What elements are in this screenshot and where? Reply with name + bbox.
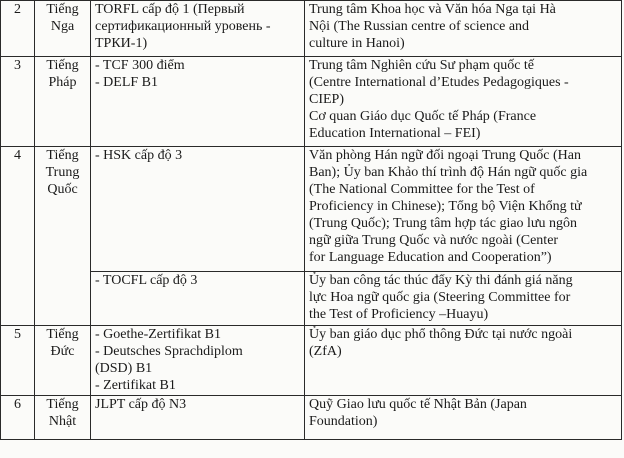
certificate-cell: JLPT cấp độ N3 [91, 396, 305, 440]
table-row [1, 272, 622, 326]
table-row [1, 57, 622, 147]
row-number: 2 [1, 1, 35, 57]
language-cell: Tiếng Nga [35, 1, 91, 57]
organization-cell: Trung tâm Khoa học và Văn hóa Nga tại Hà Nội (The Russian centre of science and culture in Hanoi) [305, 1, 622, 57]
language-cell: Tiếng Đức [35, 326, 91, 396]
certificate-cell: - Goethe-Zertifikat B1 - Deutsches Sprachdiplom (DSD) B1 - Zertifikat B1 [91, 326, 305, 396]
organization-cell: Ủy ban giáo dục phổ thông Đức tại nước ngoài (ZfA) [305, 326, 622, 396]
table-row [1, 396, 622, 440]
table-row [1, 147, 622, 272]
certificate-cell: TORFL cấp độ 1 (Первый сертификационный уровень - ТРКИ-1) [91, 1, 305, 57]
organization-cell: Văn phòng Hán ngữ đối ngoại Trung Quốc (Han Ban); Ủy ban Khảo thí trình độ Hán ngữ quốc gia (The National Committee for the Test of Proficiency in Chinese); Tổng bộ Viện Khổng tử (Trung Quốc); Trung tâm hợp tác giao lưu ngôn ngữ giữa Trung Quốc và nước ngoài (Center for Language Education and Cooperation”) [305, 147, 622, 272]
language-cell: Tiếng Nhật [35, 396, 91, 440]
row-number: 3 [1, 57, 35, 147]
row-number: 5 [1, 326, 35, 396]
row-number: 4 [1, 147, 35, 326]
language-cell: Tiếng Trung Quốc [35, 147, 91, 326]
certificate-cell: - HSK cấp độ 3 [91, 147, 305, 272]
row-number: 6 [1, 396, 35, 440]
organization-cell: Trung tâm Nghiên cứu Sư phạm quốc tế (Centre International d’Etudes Pedagogiques - CIEP) Cơ quan Giáo dục Quốc tế Pháp (France Education International – FEI) [305, 57, 622, 147]
certificate-cell: - TCF 300 điểm - DELF B1 [91, 57, 305, 147]
table-row [1, 326, 622, 396]
certificate-cell: - TOCFL cấp độ 3 [91, 272, 305, 326]
organization-cell: Quỹ Giao lưu quốc tế Nhật Bản (Japan Foundation) [305, 396, 622, 440]
language-cell: Tiếng Pháp [35, 57, 91, 147]
table-row [1, 1, 622, 57]
organization-cell: Ủy ban công tác thúc đẩy Kỳ thi đánh giá năng lực Hoa ngữ quốc gia (Steering Committee for the Test of Proficiency –Huayu) [305, 272, 622, 326]
